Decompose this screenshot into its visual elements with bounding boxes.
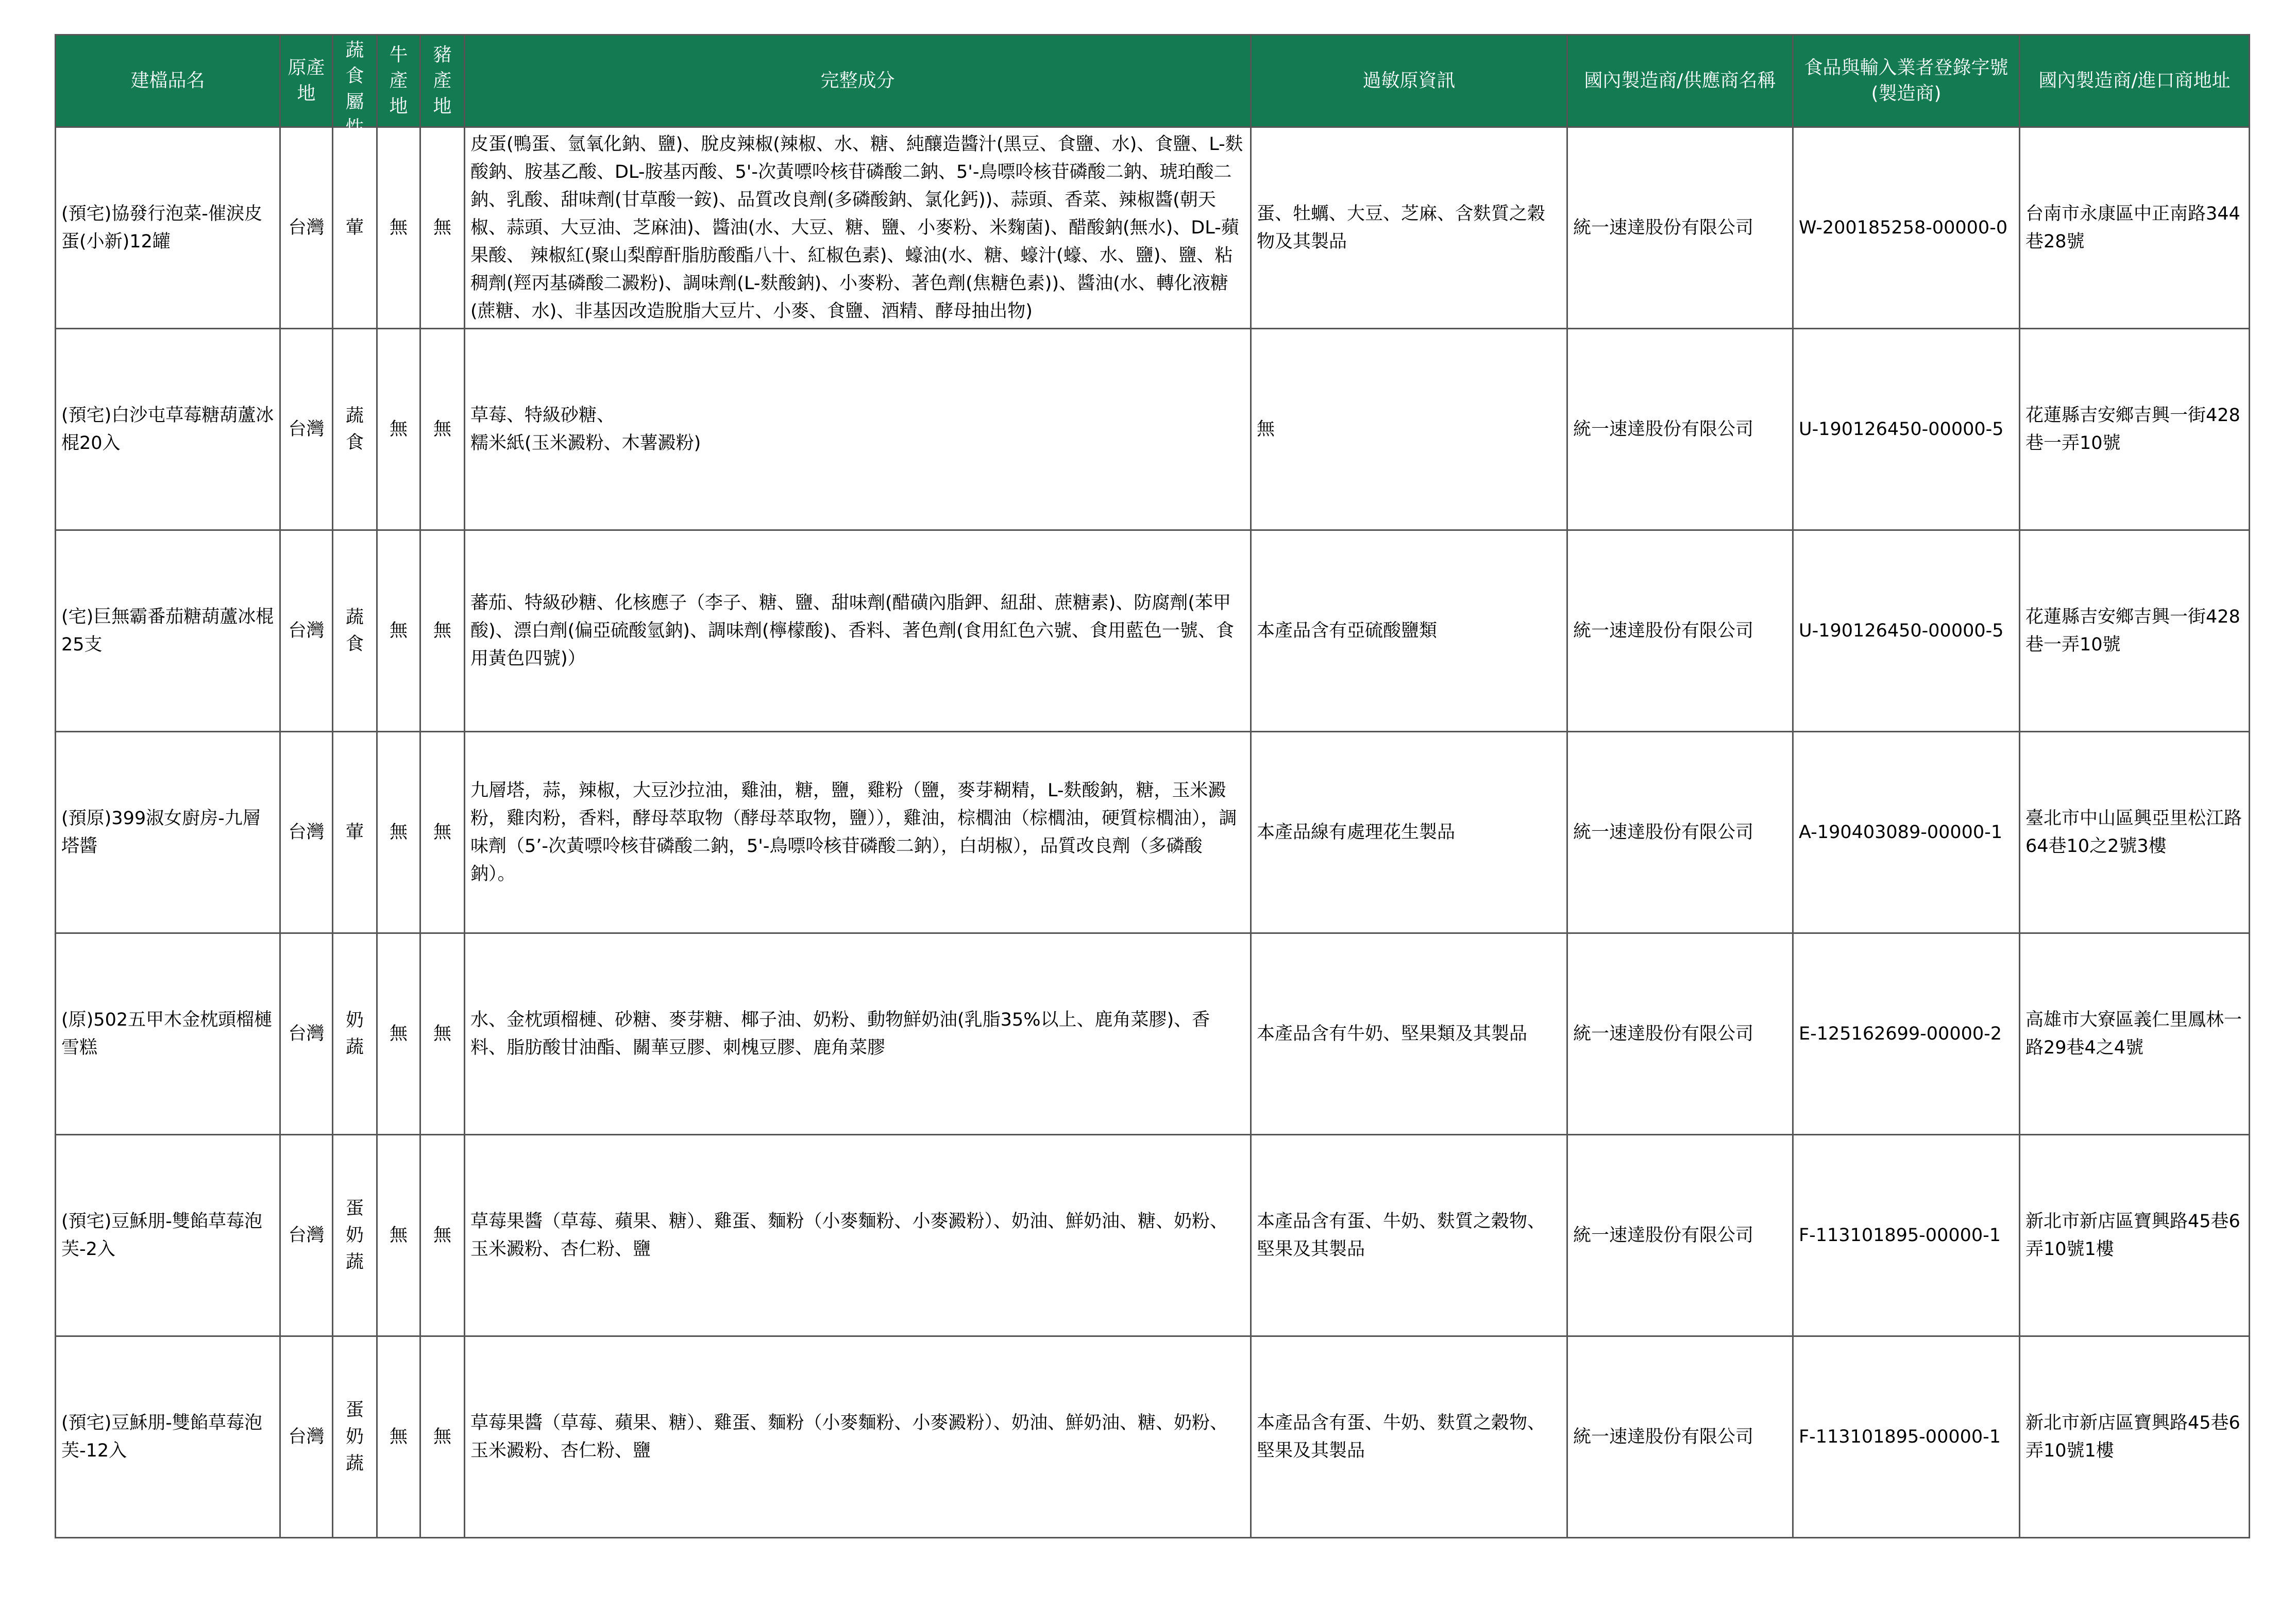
cell-origin: 台灣 — [280, 530, 333, 732]
header-address: 國內製造商/進口商地址 — [2020, 35, 2250, 127]
cell-ingredients: 草莓果醬（草莓、蘋果、糖）、雞蛋、麵粉（小麥麵粉、小麥澱粉）、奶油、鮮奶油、糖、奶粉、玉米澱粉、杏仁粉、鹽 — [465, 1135, 1251, 1336]
cell-ingredients: 九層塔，蒜，辣椒，大豆沙拉油，雞油，糖，鹽，雞粉（鹽，麥芽糊精，L-麩酸鈉，糖，玉米澱粉，雞肉粉，香料，酵母萃取物（酵母萃取物，鹽）），雞油，棕櫚油（棕櫚油，硬質棕櫚油），調味劑（5’-次黃嘌呤核苷磷酸二鈉，5'-鳥嘌呤核苷磷酸二鈉），白胡椒），品質改良劑（多磷酸鈉）。 — [465, 732, 1251, 933]
cell-ingredients: 蕃茄、特級砂糖、化核應子（李子、糖、鹽、甜味劑(醋磺內脂鉀、紐甜、蔗糖素)、防腐劑(苯甲酸)、漂白劑(偏亞硫酸氫鈉)、調味劑(檸檬酸)、香料、著色劑(食用紅色六號、食用藍色一號、食用黃色四號)） — [465, 530, 1251, 732]
header-name: 建檔品名 — [56, 35, 280, 127]
cell-name: (宅)巨無霸番茄糖葫蘆冰棍25支 — [56, 530, 280, 732]
cell-allergen: 本產品線有處理花生製品 — [1251, 732, 1567, 933]
header-reg: 食品與輸入業者登錄字號(製造商) — [1793, 35, 2020, 127]
cell-name: (原)502五甲木金枕頭榴槤雪糕 — [56, 933, 280, 1135]
cell-maker: 統一速達股份有限公司 — [1567, 1336, 1793, 1538]
cell-reg: U-190126450-00000-5 — [1793, 530, 2020, 732]
cell-allergen: 本產品含有亞硫酸鹽類 — [1251, 530, 1567, 732]
cell-diet: 蔬食 — [333, 530, 377, 732]
cell-allergen: 蛋、牡蠣、大豆、芝麻、含麩質之穀物及其製品 — [1251, 127, 1567, 329]
cell-pork: 無 — [420, 933, 465, 1135]
cell-maker: 統一速達股份有限公司 — [1567, 933, 1793, 1135]
table-row — [56, 329, 2250, 530]
cell-beef: 無 — [377, 1135, 420, 1336]
header-ingredients: 完整成分 — [465, 35, 1251, 127]
header-origin: 原產地 — [280, 35, 333, 127]
cell-reg: E-125162699-00000-2 — [1793, 933, 2020, 1135]
cell-name: (預原)399淑女廚房-九層塔醬 — [56, 732, 280, 933]
cell-pork: 無 — [420, 1135, 465, 1336]
cell-allergen: 本產品含有蛋、牛奶、麩質之穀物、堅果及其製品 — [1251, 1135, 1567, 1336]
cell-maker: 統一速達股份有限公司 — [1567, 1135, 1793, 1336]
cell-reg: U-190126450-00000-5 — [1793, 329, 2020, 530]
cell-maker: 統一速達股份有限公司 — [1567, 329, 1793, 530]
table-row — [56, 127, 2250, 329]
header-diet: 蔬食屬性 — [333, 35, 377, 127]
table-row — [56, 732, 2250, 933]
cell-name: (預宅)豆穌朋-雙餡草莓泡芙-12入 — [56, 1336, 280, 1538]
header-allergen: 過敏原資訊 — [1251, 35, 1567, 127]
cell-address: 新北市新店區寶興路45巷6弄10號1樓 — [2020, 1135, 2250, 1336]
cell-maker: 統一速達股份有限公司 — [1567, 127, 1793, 329]
cell-reg: F-113101895-00000-1 — [1793, 1135, 2020, 1336]
cell-origin: 台灣 — [280, 127, 333, 329]
cell-allergen: 本產品含有牛奶、堅果類及其製品 — [1251, 933, 1567, 1135]
cell-beef: 無 — [377, 127, 420, 329]
table-row — [56, 530, 2250, 732]
cell-ingredients: 水、金枕頭榴槤、砂糖、麥芽糖、椰子油、奶粉、動物鮮奶油(乳脂35%以上、鹿角菜膠)、香料、脂肪酸甘油酯、關華豆膠、刺槐豆膠、鹿角菜膠 — [465, 933, 1251, 1135]
cell-allergen: 無 — [1251, 329, 1567, 530]
header-row — [56, 35, 2250, 127]
cell-origin: 台灣 — [280, 329, 333, 530]
cell-beef: 無 — [377, 1336, 420, 1538]
cell-diet: 葷 — [333, 732, 377, 933]
header-beef: 牛產地 — [377, 35, 420, 127]
cell-name: (預宅)白沙屯草莓糖葫蘆冰棍20入 — [56, 329, 280, 530]
cell-beef: 無 — [377, 732, 420, 933]
cell-address: 花蓮縣吉安鄉吉興一街428巷一弄10號 — [2020, 329, 2250, 530]
header-maker: 國內製造商/供應商名稱 — [1567, 35, 1793, 127]
cell-name: (預宅)協發行泡菜-催淚皮蛋(小新)12罐 — [56, 127, 280, 329]
cell-beef: 無 — [377, 329, 420, 530]
cell-origin: 台灣 — [280, 1135, 333, 1336]
cell-diet: 蛋奶蔬 — [333, 1135, 377, 1336]
cell-address: 高雄市大寮區義仁里鳳林一路29巷4之4號 — [2020, 933, 2250, 1135]
cell-pork: 無 — [420, 1336, 465, 1538]
cell-allergen: 本產品含有蛋、牛奶、麩質之穀物、堅果及其製品 — [1251, 1336, 1567, 1538]
cell-ingredients: 皮蛋(鴨蛋、氫氧化鈉、鹽)、脫皮辣椒(辣椒、水、糖、純釀造醬汁(黑豆、食鹽、水)、食鹽、L-麩酸鈉、胺基乙酸、DL-胺基丙酸、5'-次黃嘌呤核苷磷酸二鈉、5'-鳥嘌呤核苷磷酸二鈉、琥珀酸二鈉、乳酸、甜味劑(甘草酸一銨)、品質改良劑(多磷酸鈉、氯化鈣))、蒜頭、香菜、辣椒醬(朝天椒、蒜頭、大豆油、芝麻油)、醬油(水、大豆、糖、鹽、小麥粉、米麴菌)、醋酸鈉(無水)、DL-蘋果酸、 辣椒紅(聚山梨醇酐脂肪酸酯八十、紅椒色素)、蠔油(水、糖、蠔汁(蠔、水、鹽)、鹽、粘稠劑(羥丙基磷酸二澱粉)、調味劑(L-麩酸鈉)、小麥粉、著色劑(焦糖色素))、醬油(水、轉化液糖(蔗糖、水)、非基因改造脫脂大豆片、小麥、食鹽、酒精、酵母抽出物) — [465, 127, 1251, 329]
cell-maker: 統一速達股份有限公司 — [1567, 732, 1793, 933]
table-row — [56, 1135, 2250, 1336]
cell-beef: 無 — [377, 933, 420, 1135]
cell-address: 臺北市中山區興亞里松江路64巷10之2號3樓 — [2020, 732, 2250, 933]
table-row — [56, 933, 2250, 1135]
cell-maker: 統一速達股份有限公司 — [1567, 530, 1793, 732]
cell-diet: 奶蔬 — [333, 933, 377, 1135]
cell-pork: 無 — [420, 732, 465, 933]
cell-ingredients: 草莓果醬（草莓、蘋果、糖）、雞蛋、麵粉（小麥麵粉、小麥澱粉）、奶油、鮮奶油、糖、奶粉、玉米澱粉、杏仁粉、鹽 — [465, 1336, 1251, 1538]
cell-pork: 無 — [420, 127, 465, 329]
header-pork: 豬產地 — [420, 35, 465, 127]
cell-origin: 台灣 — [280, 933, 333, 1135]
cell-address: 台南市永康區中正南路344巷28號 — [2020, 127, 2250, 329]
cell-pork: 無 — [420, 530, 465, 732]
cell-reg: F-113101895-00000-1 — [1793, 1336, 2020, 1538]
cell-address: 花蓮縣吉安鄉吉興一街428巷一弄10號 — [2020, 530, 2250, 732]
cell-origin: 台灣 — [280, 1336, 333, 1538]
cell-origin: 台灣 — [280, 732, 333, 933]
cell-diet: 蔬食 — [333, 329, 377, 530]
cell-beef: 無 — [377, 530, 420, 732]
cell-ingredients: 草莓、特級砂糖、 糯米紙(玉米澱粉、木薯澱粉) — [465, 329, 1251, 530]
cell-pork: 無 — [420, 329, 465, 530]
product-table — [55, 34, 2250, 1538]
cell-diet: 蛋奶蔬 — [333, 1336, 377, 1538]
cell-address: 新北市新店區寶興路45巷6弄10號1樓 — [2020, 1336, 2250, 1538]
cell-reg: W-200185258-00000-0 — [1793, 127, 2020, 329]
cell-diet: 葷 — [333, 127, 377, 329]
cell-name: (預宅)豆穌朋-雙餡草莓泡芙-2入 — [56, 1135, 280, 1336]
table-row — [56, 1336, 2250, 1538]
cell-reg: A-190403089-00000-1 — [1793, 732, 2020, 933]
